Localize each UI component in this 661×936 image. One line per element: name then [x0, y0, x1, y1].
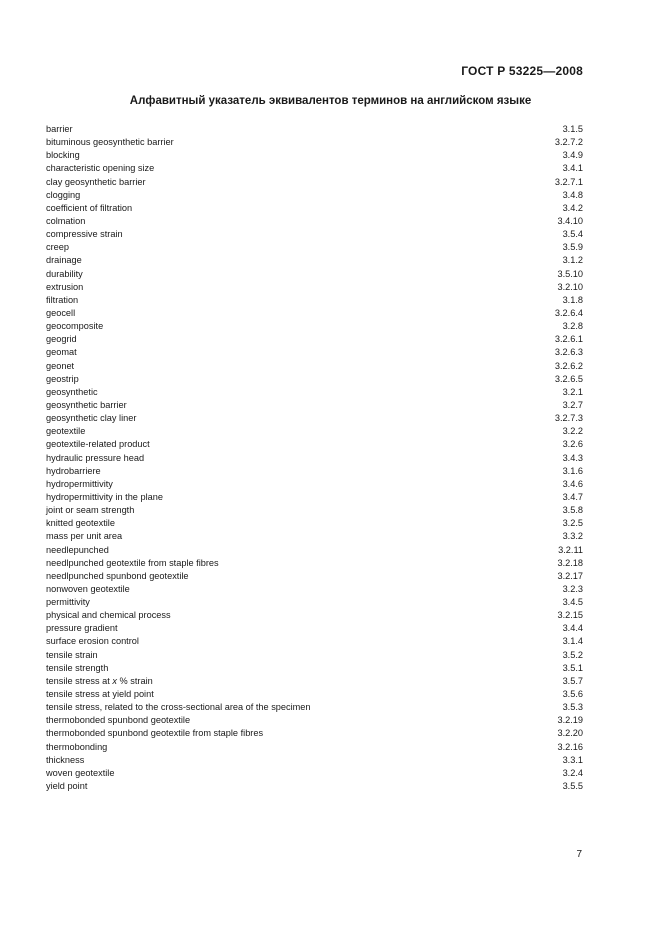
index-term: filtration	[46, 294, 79, 305]
index-ref: 3.2.20	[557, 728, 583, 739]
index-ref: 3.1.2	[562, 255, 583, 266]
index-entry	[46, 425, 583, 438]
index-ref: 3.5.4	[562, 229, 583, 240]
index-term: hydropermittivity in the plane	[46, 491, 163, 502]
index-ref: 3.2.1	[562, 386, 583, 397]
index-ref: 3.2.7.1	[554, 176, 583, 187]
index-ref: 3.5.8	[562, 505, 583, 516]
index-ref: 3.4.8	[562, 189, 583, 200]
index-entry	[46, 544, 583, 557]
index-term: geosynthetic clay liner	[46, 413, 137, 424]
index-ref: 3.2.4	[562, 767, 583, 778]
index-entry	[46, 478, 583, 491]
index-term: hydropermittivity	[46, 478, 113, 489]
index-entry	[46, 688, 583, 701]
index-ref: 3.1.5	[562, 124, 583, 134]
index-term: thickness	[46, 754, 85, 765]
index-entry	[46, 714, 583, 727]
index-entry	[46, 609, 583, 622]
index-term: geotextile	[46, 426, 86, 437]
index-entry	[46, 570, 583, 583]
index-term: coefficient of filtration	[46, 202, 133, 213]
index-ref: 3.5.3	[562, 702, 583, 713]
index-term: geonet	[46, 360, 75, 371]
index-term: tensile stress at yield point	[46, 689, 154, 700]
index-term: joint or seam strength	[46, 505, 135, 516]
index-term	[46, 675, 153, 688]
index-term: geogrid	[46, 334, 77, 345]
index-term: colmation	[46, 215, 86, 226]
index-entry	[46, 635, 583, 648]
index-ref: 3.2.6	[562, 439, 583, 450]
index-entry	[46, 360, 583, 373]
index-term: blocking	[46, 150, 80, 161]
standard-code: ГОСТ Р 53225—2008	[461, 64, 583, 78]
index-ref: 3.2.6.1	[554, 334, 583, 345]
index-ref: 3.2.6.4	[554, 307, 583, 318]
index-entry	[46, 727, 583, 740]
index-term: surface erosion control	[46, 636, 139, 647]
index-term: geocell	[46, 307, 76, 318]
index-term: geostrip	[46, 373, 79, 384]
term-index-list	[46, 123, 583, 793]
index-entry	[46, 504, 583, 517]
index-term: needlepunched	[46, 544, 109, 555]
index-term: bituminous geosynthetic barrier	[46, 137, 174, 148]
index-ref: 3.2.17	[557, 570, 583, 581]
index-entry	[46, 373, 583, 386]
index-entry	[46, 622, 583, 635]
index-entry	[46, 136, 583, 149]
index-term: geosynthetic barrier	[46, 399, 127, 410]
index-term: pressure gradient	[46, 623, 118, 634]
index-ref: 3.4.5	[562, 597, 583, 608]
index-ref: 3.4.4	[562, 623, 583, 634]
index-term: tensile strength	[46, 662, 109, 673]
index-entry	[46, 399, 583, 412]
index-entry	[46, 333, 583, 346]
index-entry	[46, 346, 583, 359]
index-ref: 3.4.1	[562, 163, 583, 174]
index-ref: 3.2.18	[557, 557, 583, 568]
index-entry	[46, 465, 583, 478]
index-term: creep	[46, 242, 69, 253]
index-term: thermobonded spunbond geotextile	[46, 715, 191, 726]
index-term: clogging	[46, 189, 81, 200]
index-term-part: tensile stress at	[46, 675, 113, 686]
index-ref: 3.2.10	[557, 281, 583, 292]
index-ref: 3.5.10	[557, 268, 583, 279]
index-ref: 3.4.3	[562, 452, 583, 463]
index-term: compressive strain	[46, 229, 123, 240]
index-entry	[46, 596, 583, 609]
index-term: nonwoven geotextile	[46, 583, 130, 594]
index-term: physical and chemical process	[46, 610, 171, 621]
index-term: hydraulic pressure head	[46, 452, 145, 463]
index-ref: 3.2.6.3	[554, 347, 583, 358]
index-entry	[46, 754, 583, 767]
index-entry	[46, 701, 583, 714]
index-ref: 3.3.1	[562, 754, 583, 765]
page-number: 7	[576, 849, 582, 860]
index-ref: 3.2.7.2	[554, 137, 583, 148]
index-ref: 3.5.1	[562, 662, 583, 673]
index-ref: 3.2.6.5	[554, 373, 583, 384]
index-ref: 3.4.2	[562, 202, 583, 213]
index-ref: 3.2.7.3	[554, 413, 583, 424]
index-term: drainage	[46, 255, 82, 266]
index-term: woven geotextile	[46, 767, 115, 778]
page-title: Алфавитный указатель эквивалентов терминов на английском языке	[129, 95, 532, 107]
index-entry	[46, 294, 583, 307]
index-entry	[46, 268, 583, 281]
index-term: thermobonded spunbond geotextile from staple fibres	[46, 728, 264, 739]
index-entry	[46, 149, 583, 162]
index-entry	[46, 557, 583, 570]
index-entry	[46, 649, 583, 662]
index-term: extrusion	[46, 281, 84, 292]
index-ref: 3.2.5	[562, 518, 583, 529]
index-ref: 3.2.6.2	[554, 360, 583, 371]
index-term-part: % strain	[116, 675, 153, 686]
index-term: thermobonding	[46, 741, 108, 752]
index-term-italic: x	[112, 675, 117, 686]
index-ref: 3.1.4	[562, 636, 583, 647]
index-entry	[46, 228, 583, 241]
index-ref: 3.4.10	[557, 215, 583, 226]
index-ref: 3.5.2	[562, 649, 583, 660]
index-term: geosynthetic	[46, 386, 98, 397]
index-term: durability	[46, 268, 83, 279]
index-term: yield point	[46, 781, 88, 792]
index-entry	[46, 780, 583, 793]
index-ref: 3.4.7	[562, 491, 583, 502]
index-entry	[46, 202, 583, 215]
index-entry	[46, 412, 583, 425]
index-term: geomat	[46, 347, 77, 358]
index-ref: 3.2.7	[562, 399, 583, 410]
index-ref: 3.1.6	[562, 465, 583, 476]
index-entry	[46, 386, 583, 399]
index-entry	[46, 281, 583, 294]
index-ref: 3.5.5	[562, 781, 583, 792]
index-ref: 3.2.16	[557, 741, 583, 752]
index-ref: 3.3.2	[562, 531, 583, 542]
index-entry	[46, 241, 583, 254]
index-term: characteristic opening size	[46, 163, 155, 174]
index-entry	[46, 662, 583, 675]
index-entry	[46, 438, 583, 451]
index-term: geotextile-related product	[46, 439, 150, 450]
index-entry	[46, 583, 583, 596]
index-ref: 3.2.8	[562, 321, 583, 332]
index-term: knitted geotextile	[46, 518, 115, 529]
index-term: barrier	[46, 124, 73, 134]
index-ref: 3.5.9	[562, 242, 583, 253]
index-entry	[46, 452, 583, 465]
index-ref: 3.2.19	[557, 715, 583, 726]
index-term: needlpunched spunbond geotextile	[46, 570, 189, 581]
index-entry	[46, 741, 583, 754]
index-ref: 3.5.6	[562, 689, 583, 700]
index-entry	[46, 767, 583, 780]
index-entry	[46, 307, 583, 320]
index-entry	[46, 320, 583, 333]
index-term: clay geosynthetic barrier	[46, 176, 146, 187]
index-entry	[46, 176, 583, 189]
index-ref: 3.4.9	[562, 150, 583, 161]
index-entry	[46, 162, 583, 175]
index-entry	[46, 517, 583, 530]
index-term: geocomposite	[46, 321, 104, 332]
index-entry	[46, 675, 583, 688]
index-term: mass per unit area	[46, 531, 123, 542]
index-term: permittivity	[46, 597, 90, 608]
index-term: needlpunched geotextile from staple fibres	[46, 557, 219, 568]
index-entry	[46, 491, 583, 504]
index-entry	[46, 189, 583, 202]
index-ref: 3.2.3	[562, 583, 583, 594]
index-entry	[46, 215, 583, 228]
index-ref: 3.2.2	[562, 426, 583, 437]
index-ref: 3.2.11	[558, 544, 583, 555]
index-entry	[46, 123, 583, 136]
index-entry	[46, 530, 583, 543]
index-ref: 3.1.8	[562, 294, 583, 305]
index-term: tensile strain	[46, 649, 98, 660]
index-term: tensile stress, related to the cross-sectional area of the specimen	[46, 702, 311, 713]
index-ref: 3.4.6	[562, 478, 583, 489]
index-entry	[46, 254, 583, 267]
index-ref: 3.5.7	[562, 675, 583, 686]
index-ref: 3.2.15	[557, 610, 583, 621]
index-term: hydrobarriere	[46, 465, 101, 476]
